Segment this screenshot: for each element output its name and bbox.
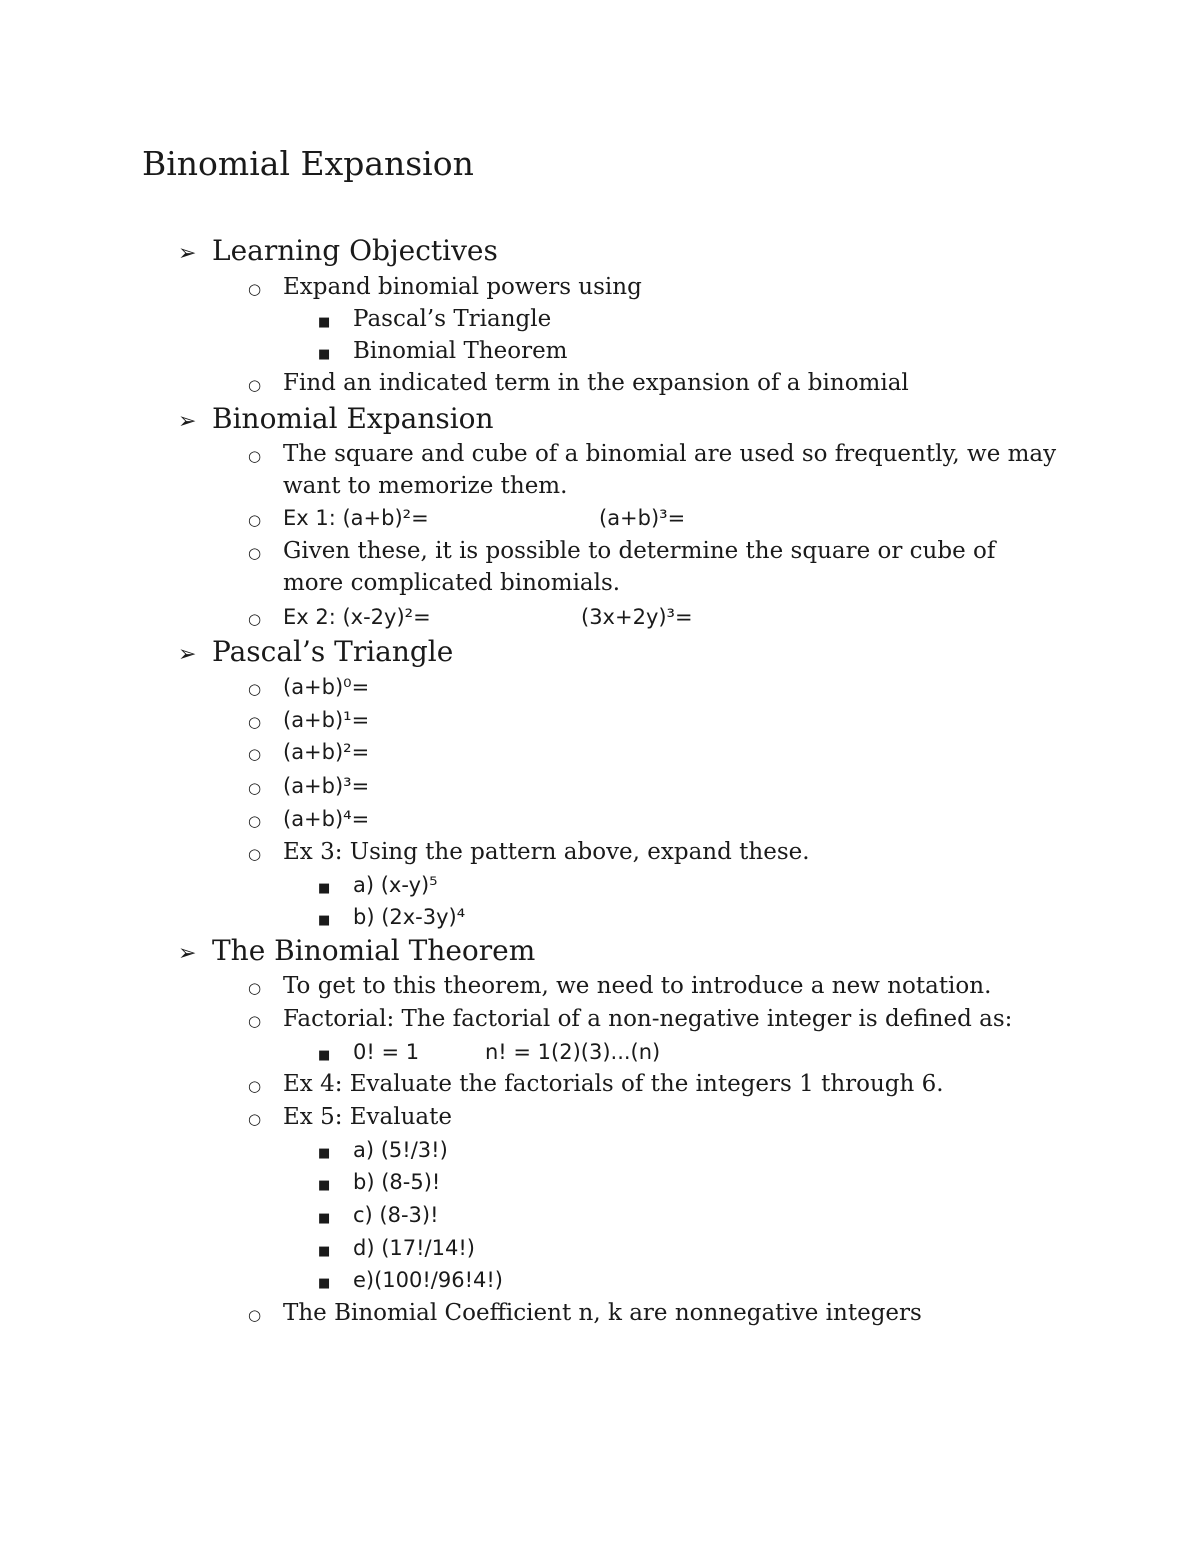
list-item [248, 1101, 452, 1135]
circle-bullet-icon: ○ [248, 745, 262, 763]
circle-bullet-icon: ○ [248, 610, 262, 628]
square-bullet-icon: ■ [318, 1211, 331, 1226]
list-item-text: The Binomial Coefficient n, k are nonnegative integers [283, 1300, 922, 1326]
sub-list-item [318, 1232, 475, 1268]
square-bullet-icon: ■ [318, 1178, 331, 1193]
circle-bullet-icon: ○ [248, 1110, 262, 1128]
list-item-text: Expand binomial powers using [283, 274, 642, 300]
list-item [248, 601, 693, 635]
square-bullet-icon: ■ [318, 1048, 331, 1063]
square-bullet-icon: ■ [318, 1146, 331, 1161]
list-item [248, 1068, 944, 1102]
circle-bullet-icon: ○ [248, 845, 262, 863]
sub-list-item [318, 303, 551, 339]
section-heading [178, 933, 535, 972]
list-item-continuation: more complicated binomials. [283, 570, 621, 596]
section-heading-text: Pascal’s Triangle [212, 635, 454, 668]
section-heading [178, 634, 453, 673]
list-item [248, 970, 991, 1004]
arrow-bullet-icon: ➢ [178, 409, 197, 434]
circle-bullet-icon: ○ [248, 447, 262, 465]
circle-bullet-icon: ○ [248, 1012, 262, 1030]
square-bullet-icon: ■ [318, 347, 331, 362]
example-expression: Ex 2: (x-2y)²= [283, 605, 431, 629]
sub-list-item-text: Binomial Theorem [353, 338, 568, 364]
circle-bullet-icon: ○ [248, 1077, 262, 1095]
sub-list-item [318, 335, 568, 371]
list-item-text: Given these, it is possible to determine the square or cube of [283, 538, 996, 564]
factorial-definition-zero: 0! = 1 [353, 1040, 420, 1064]
list-item [248, 271, 642, 305]
list-item [248, 535, 995, 569]
circle-bullet-icon: ○ [248, 511, 262, 529]
list-item-text: Ex 3: Using the pattern above, expand these. [283, 839, 810, 865]
list-item [248, 803, 369, 837]
list-item-text: Ex 4: Evaluate the factorials of the integers 1 through 6. [283, 1071, 944, 1097]
sub-list-item-text: b) (8-5)! [353, 1170, 441, 1194]
section-heading-text: The Binomial Theorem [212, 934, 536, 967]
sub-list-item-text: d) (17!/14!) [353, 1236, 475, 1260]
example-expression: Ex 1: (a+b)²= [283, 506, 429, 530]
sub-list-item-text: c) (8-3)! [353, 1203, 439, 1227]
list-item-text: The square and cube of a binomial are used so frequently, we may [283, 441, 1057, 467]
circle-bullet-icon: ○ [248, 280, 262, 298]
arrow-bullet-icon: ➢ [178, 941, 197, 966]
circle-bullet-icon: ○ [248, 779, 262, 797]
section-heading [178, 233, 498, 272]
list-item-continuation: want to memorize them. [283, 473, 568, 499]
list-item [248, 704, 369, 738]
circle-bullet-icon: ○ [248, 544, 262, 562]
sub-list-item-text: Pascal’s Triangle [353, 306, 552, 332]
sub-list-item [318, 869, 438, 905]
section-heading-text: Learning Objectives [212, 234, 498, 267]
sub-list-item [318, 1199, 439, 1235]
list-item-text: Factorial: The factorial of a non-negative integer is defined as: [283, 1006, 1013, 1032]
page-title: Binomial Expansion [142, 144, 474, 183]
list-item-text: To get to this theorem, we need to introduce a new notation. [283, 973, 992, 999]
list-item-text: Find an indicated term in the expansion of a binomial [283, 370, 909, 396]
square-bullet-icon: ■ [318, 315, 331, 330]
circle-bullet-icon: ○ [248, 1306, 262, 1324]
list-item [248, 836, 810, 870]
sub-list-item [318, 1134, 448, 1170]
sub-list-item [318, 901, 465, 937]
sub-list-item [318, 1264, 503, 1300]
expression-text: (a+b)³= [283, 774, 370, 798]
square-bullet-icon: ■ [318, 913, 331, 928]
sub-list-item-text: b) (2x-3y)⁴ [353, 905, 466, 929]
expression-text: (a+b)¹= [283, 708, 370, 732]
circle-bullet-icon: ○ [248, 713, 262, 731]
list-item [248, 438, 1056, 472]
square-bullet-icon: ■ [318, 1244, 331, 1259]
expression-text: (a+b)⁰= [283, 675, 370, 699]
list-item [248, 671, 369, 705]
section-heading [178, 401, 494, 440]
list-item [248, 736, 369, 770]
list-item [248, 1297, 922, 1331]
sub-list-item [318, 1036, 660, 1072]
list-item [248, 502, 685, 536]
list-item-text: Ex 5: Evaluate [283, 1104, 452, 1130]
list-item [248, 367, 909, 401]
section-heading-text: Binomial Expansion [212, 402, 494, 435]
circle-bullet-icon: ○ [248, 979, 262, 997]
circle-bullet-icon: ○ [248, 680, 262, 698]
sub-list-item-text: a) (x-y)⁵ [353, 873, 438, 897]
sub-list-item-text: e)(100!/96!4!) [353, 1268, 503, 1292]
arrow-bullet-icon: ➢ [178, 241, 197, 266]
list-item [248, 1003, 1012, 1037]
factorial-definition-n: n! = 1(2)(3)...(n) [485, 1040, 661, 1064]
circle-bullet-icon: ○ [248, 812, 262, 830]
example-expression: (a+b)³= [599, 506, 686, 530]
expression-text: (a+b)²= [283, 740, 370, 764]
sub-list-item [318, 1166, 440, 1202]
list-item [248, 770, 369, 804]
circle-bullet-icon: ○ [248, 376, 262, 394]
square-bullet-icon: ■ [318, 1276, 331, 1291]
square-bullet-icon: ■ [318, 881, 331, 896]
arrow-bullet-icon: ➢ [178, 642, 197, 667]
expression-text: (a+b)⁴= [283, 807, 370, 831]
sub-list-item-text: a) (5!/3!) [353, 1138, 448, 1162]
example-expression: (3x+2y)³= [581, 605, 693, 629]
